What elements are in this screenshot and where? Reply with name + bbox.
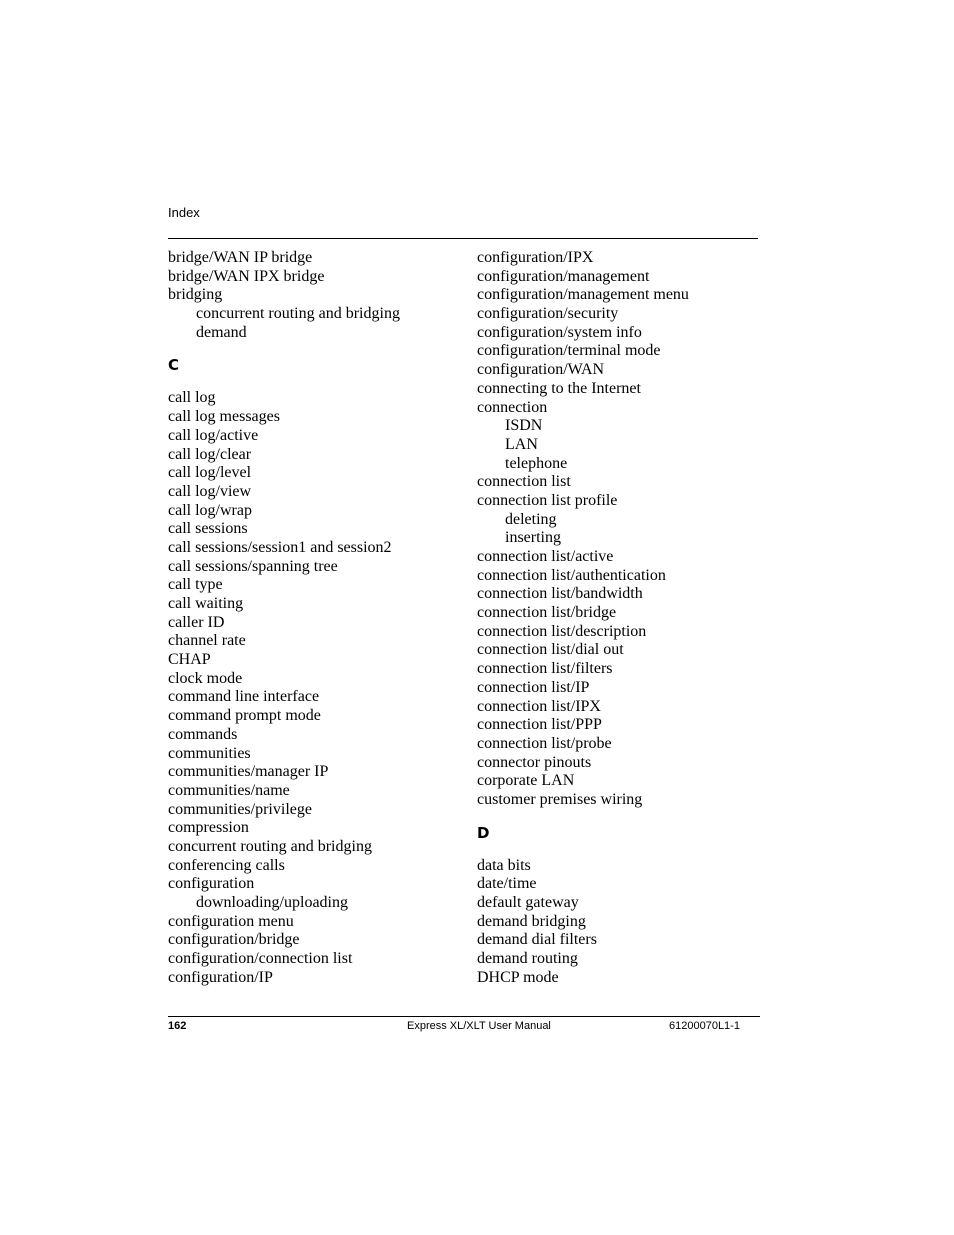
index-entry: communities/privilege: [168, 800, 312, 818]
index-entry: CHAP: [168, 651, 211, 669]
index-entry: data bits: [477, 856, 531, 874]
index-entry: connection list/PPP: [477, 716, 602, 734]
index-entry: call log: [168, 389, 216, 407]
index-entry: call sessions: [168, 520, 248, 538]
index-entry: connection list/authentication: [477, 566, 666, 584]
index-entry: connection list/active: [477, 548, 614, 565]
header-rule: [168, 238, 758, 239]
index-entry: call waiting: [168, 595, 244, 612]
index-entry: demand bridging: [477, 912, 586, 930]
index-entry: configuration/IPX: [477, 249, 594, 266]
index-entry: call log/view: [168, 482, 252, 500]
index-entry: communities/name: [168, 781, 290, 799]
index-column-right: [477, 249, 767, 987]
index-entry: connection list/bandwidth: [477, 585, 643, 603]
document-number: 61200070L1-1: [669, 1020, 740, 1032]
index-entry: configuration/management: [477, 267, 650, 285]
index-entry: configuration menu: [168, 912, 294, 930]
index-entry: bridge/WAN IPX bridge: [168, 267, 325, 285]
index-entry: call type: [168, 576, 223, 594]
section-header: Index: [168, 205, 200, 220]
index-subentry: concurrent routing and bridging: [196, 305, 400, 323]
index-entry: connection: [477, 398, 548, 416]
index-entry: connection list/IPX: [477, 697, 601, 715]
index-entry: DHCP mode: [477, 968, 559, 986]
index-entry: date/time: [477, 875, 537, 893]
index-entry: corporate LAN: [477, 772, 575, 790]
index-entry: connection list/description: [477, 622, 647, 640]
index-letter-heading: C: [168, 356, 180, 375]
index-entry: configuration/WAN: [477, 361, 605, 379]
index-entry: configuration/system info: [477, 323, 642, 341]
index-entry: communities: [168, 744, 251, 762]
index-subentry: telephone: [505, 454, 568, 472]
index-subentry: deleting: [505, 510, 557, 528]
index-entry: connection list/bridge: [477, 604, 617, 622]
index-entry: configuration/terminal mode: [477, 342, 661, 360]
index-entry: configuration/management menu: [477, 286, 689, 304]
index-entry: connection list/filters: [477, 660, 613, 678]
footer-rule: [168, 1016, 760, 1017]
index-entry: configuration/security: [477, 305, 619, 323]
index-entry: bridge/WAN IP bridge: [168, 249, 313, 266]
index-entry: channel rate: [168, 632, 246, 650]
index-entry: demand dial filters: [477, 931, 597, 949]
index-entry: call log/wrap: [168, 501, 252, 519]
index-entry: call log/level: [168, 464, 252, 482]
index-entry: configuration: [168, 875, 255, 893]
index-letter-heading: D: [477, 823, 490, 842]
index-column-left: [168, 249, 468, 987]
index-entry: demand routing: [477, 950, 578, 968]
index-subentry: LAN: [505, 435, 538, 453]
index-entry: connection list/IP: [477, 678, 590, 696]
index-entry: caller ID: [168, 613, 225, 631]
index-entry: default gateway: [477, 894, 579, 911]
index-entry: concurrent routing and bridging: [168, 837, 372, 855]
index-entry: call sessions/spanning tree: [168, 557, 338, 575]
index-entry: connection list/probe: [477, 734, 612, 752]
index-entry: command line interface: [168, 688, 320, 706]
index-entry: call log messages: [168, 408, 280, 426]
page-number: 162: [168, 1020, 187, 1032]
index-entry: call sessions/session1 and session2: [168, 538, 392, 556]
index-entry: communities/manager IP: [168, 763, 329, 781]
index-entry: configuration/IP: [168, 968, 273, 986]
index-entry: conferencing calls: [168, 856, 285, 874]
index-subentry: demand: [196, 323, 247, 341]
index-entry: connection list/dial out: [477, 641, 624, 659]
index-entry: connection list: [477, 473, 571, 491]
index-entry: configuration/bridge: [168, 931, 300, 949]
index-entry: compression: [168, 819, 249, 837]
index-entry: clock mode: [168, 669, 243, 687]
index-subentry: ISDN: [505, 417, 543, 435]
index-entry: connector pinouts: [477, 753, 592, 771]
index-entry: commands: [168, 725, 238, 743]
index-entry: connecting to the Internet: [477, 379, 641, 397]
index-entry: call log/clear: [168, 445, 252, 463]
manual-title: Express XL/XLT User Manual: [407, 1020, 551, 1032]
index-entry: customer premises wiring: [477, 790, 643, 808]
index-subentry: downloading/uploading: [196, 894, 348, 911]
index-entry: call log/active: [168, 426, 259, 444]
index-subentry: inserting: [505, 529, 561, 547]
index-entry: configuration/connection list: [168, 950, 353, 968]
index-entry: bridging: [168, 286, 223, 304]
index-entry: command prompt mode: [168, 707, 321, 725]
index-entry: connection list profile: [477, 491, 618, 509]
